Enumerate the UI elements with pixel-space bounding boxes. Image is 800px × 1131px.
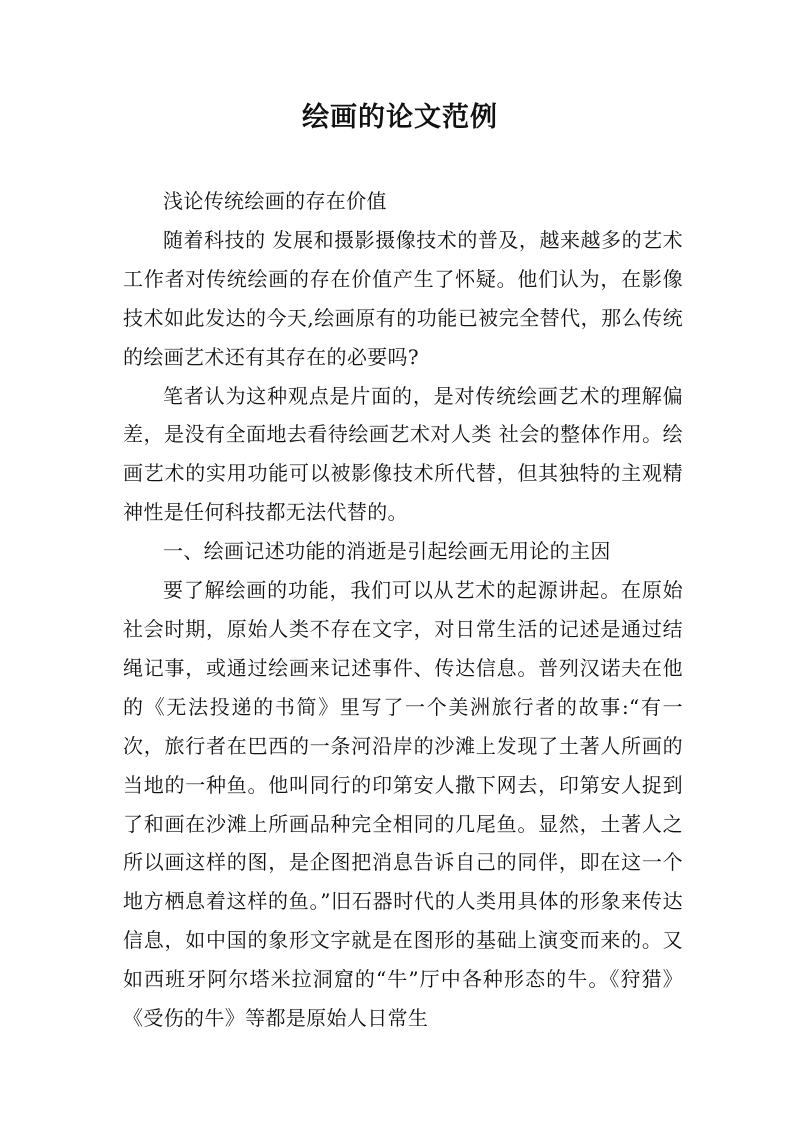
paragraph-subtitle: 浅论传统绘画的存在价值 bbox=[163, 189, 387, 213]
paragraph-origin: 要了解绘画的功能，我们可以从艺术的起源讲起。在原始社会时期，原始人类不存在文字，对日常生活的记述是通过结绳记事，或通过绘画来记述事件、传达信息。普列汉诺夫在他的《无法投递的书简》里写了一个美洲旅行者的故事:“有一次，旅行者在巴西的一条河沿岸的沙滩上发现了土著人所画的当地的一种鱼。他叫同行的印第安人撒下网去，印第安人捉到了和画在沙滩上所画品种完全相同的几尾鱼。显然，土著人之所以画这样的图，是企图把消息告诉自己的同伴，即在这一个地方栖息着这样的鱼。”旧石器时代的人类用具体的形象来传达信息，如中国的象形文字就是在图形的基础上演变而来的。又如西班牙阿尔塔米拉洞窟的“牛”厅中各种形态的牛。《狩猎》《受伤的牛》等都是原始人日常生 bbox=[123, 578, 683, 1031]
paragraph-author-view: 笔者认为这种观点是片面的，是对传统绘画艺术的理解偏差，是没有全面地去看待绘画艺术对人类 社会的整体作用。绘画艺术的实用功能可以被影像技术所代替，但其独特的主观精神性是任何科技都无法代替的。 bbox=[123, 383, 683, 525]
section-heading: 一、绘画记述功能的消逝是引起绘画无用论的主因 bbox=[163, 539, 611, 564]
paragraph-intro: 随着科技的 发展和摄影摄像技术的普及，越来越多的艺术 工作者对传统绘画的存在价值产生了怀疑。他们认为，在影像技术如此发达的今天,绘画原有的功能已被完全替代，那么传统的绘画艺术还有其存在的必要吗? bbox=[123, 227, 683, 369]
document-title: 绘画的论文范例 bbox=[302, 102, 498, 133]
document-body bbox=[123, 182, 683, 1038]
